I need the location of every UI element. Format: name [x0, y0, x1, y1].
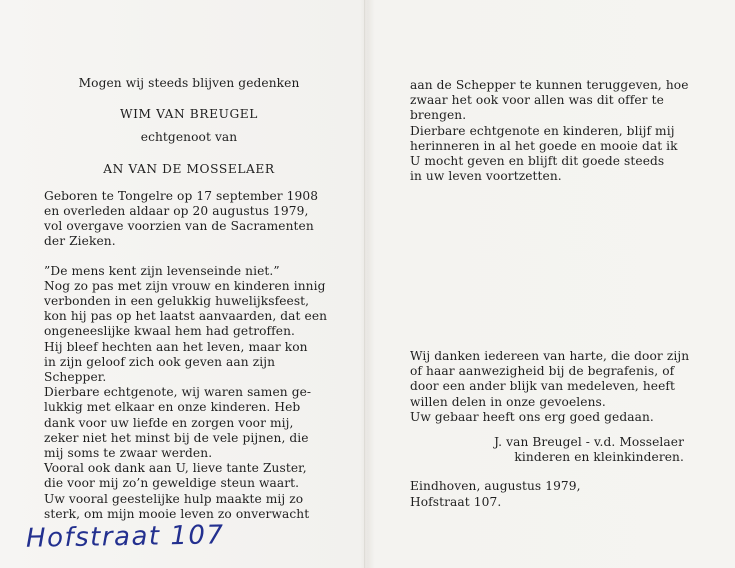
- left-page: [44, 76, 334, 522]
- text-line: Dierbare echtgenote, wij waren samen ge-: [44, 385, 312, 400]
- deceased-name: WIM VAN BREUGEL: [119, 107, 259, 122]
- birth-death-paragraph: [44, 189, 334, 250]
- text-line: in uw leven voortzetten.: [410, 169, 562, 184]
- signature-line: kinderen en kleinkinderen.: [514, 450, 684, 465]
- text-line: der Zieken.: [44, 234, 116, 249]
- text-line: ongeneeslijke kwaal hem had getroffen.: [44, 324, 296, 339]
- right-page-top: [410, 78, 700, 184]
- text-line: aan de Schepper te kunnen teruggeven, hoe: [410, 78, 689, 92]
- text-line: zeker niet het minst bij de vele pijnen, die: [44, 430, 309, 445]
- spouse-name: AN VAN DE MOSSELAER: [103, 161, 275, 176]
- place-date: Eindhoven, augustus 1979,: [410, 479, 581, 494]
- card-fold: [364, 0, 366, 568]
- quote-line: ”De mens kent zijn levenseinde niet.”: [44, 263, 280, 278]
- spouse-intro: echtgenoot van: [140, 130, 238, 145]
- text-line: Vooral ook dank aan U, lieve tante Zuster,: [44, 461, 307, 476]
- text-line: willen delen in onze gevoelens.: [410, 394, 606, 409]
- text-line: Schepper.: [44, 370, 107, 385]
- text-line: of haar aanwezigheid bij de begrafenis, of: [410, 364, 675, 379]
- text-line: vol overgave voorzien van de Sacramenten: [44, 219, 314, 234]
- right-page-bottom: [410, 349, 700, 510]
- text-line: Hij bleef hechten aan het leven, maar kon: [44, 339, 308, 354]
- text-line: door een ander blijk van medeleven, heeft: [410, 379, 676, 394]
- text-line: U mocht geven en blijft dit goede steeds: [410, 154, 665, 169]
- text-line: die voor mij zo’n geweldige steun waart.: [44, 476, 300, 491]
- text-line: lukkig met elkaar en onze kinderen. Heb: [44, 400, 301, 415]
- thanks-paragraph: [410, 349, 700, 425]
- text-line: brengen.: [410, 108, 467, 123]
- signature-line: J. van Breugel - v.d. Mosselaer: [494, 435, 684, 450]
- text-line: herinneren in al het goede en mooie dat ik: [410, 138, 678, 153]
- text-line: verbonden in een gelukkig huwelijksfeest,: [44, 294, 310, 309]
- text-line: Uw vooral geestelijke hulp maakte mij zo: [44, 491, 304, 506]
- text-line: dank voor uw liefde en zorgen voor mij,: [44, 415, 294, 430]
- text-line: Wij danken iedereen van harte, die door zijn: [410, 349, 690, 363]
- text-line: en overleden aldaar op 20 augustus 1979,: [44, 204, 309, 219]
- family-signature: [410, 435, 700, 465]
- text-line: Uw gebaar heeft ons erg goed gedaan.: [410, 409, 654, 424]
- text-line: Dierbare echtgenote en kinderen, blijf mij: [410, 123, 675, 138]
- text-line: Geboren te Tongelre op 17 september 1908: [44, 188, 319, 203]
- memorial-text: [44, 264, 334, 522]
- text-line: Nog zo pas met zijn vrouw en kinderen innig: [44, 278, 326, 293]
- text-line: mij soms te zwaar werden.: [44, 446, 213, 461]
- text-line: in zijn geloof zich ook geven aan zijn: [44, 354, 276, 369]
- address: Hofstraat 107.: [410, 494, 502, 509]
- text-line: zwaar het ook voor allen was dit offer te: [410, 93, 664, 108]
- text-line: sterk, om mijn mooie leven zo onverwacht: [44, 506, 310, 521]
- handwritten-address-note: Hofstraat 107: [25, 520, 225, 554]
- text-line: kon hij pas op het laatst aanvaarden, dat een: [44, 309, 328, 324]
- memorial-heading: Mogen wij steeds blijven gedenken: [78, 76, 300, 90]
